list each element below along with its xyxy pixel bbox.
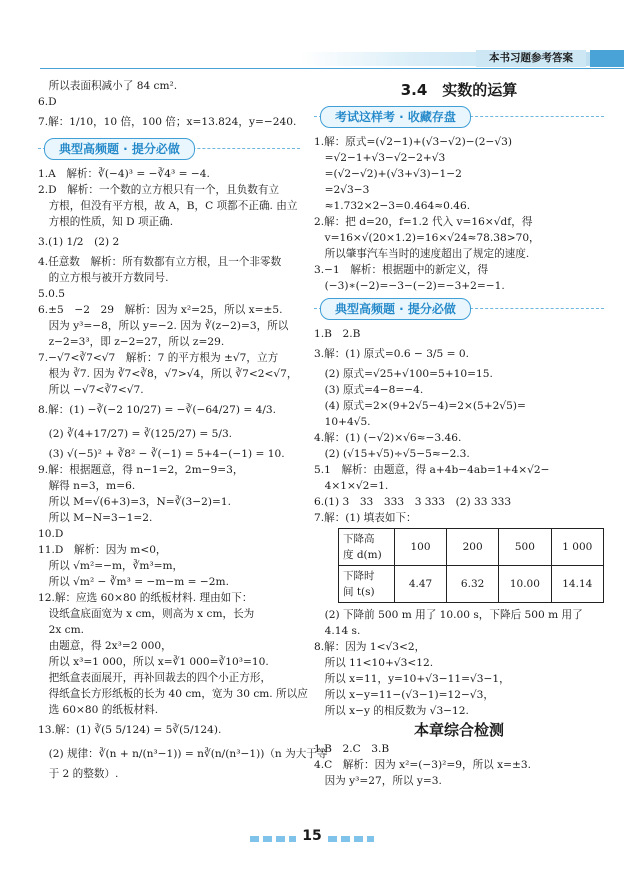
answer-line: 6.D	[38, 96, 57, 108]
answer-line: (−3)∗(−2)=−3−(−2)=−3+2=−1.	[314, 280, 505, 292]
answer-line: 7.−√7<∛7<√7 解析：7 的平方根为 ±√7，立方	[38, 352, 279, 364]
practice-section-banner	[314, 298, 604, 320]
answer-line: 根为 ∛7. 因为 ∛7<∛8，√7>√4，所以 ∛7<2<√7，	[38, 368, 298, 380]
answer-line: 所以 M=√(6+3)=3，N=∛(3−2)=1.	[38, 496, 231, 508]
answer-line: (2) 规律：∛(n + n/(n³−1)) = n∛(n/(n³−1))（n 为大于等	[38, 748, 328, 760]
table-cell: 200	[447, 529, 499, 566]
answer-line: (2) 原式=√25+√100=5+10=15.	[314, 368, 493, 380]
answer-line: 6.(1) 3 33 333 3 333 (2) 33 333	[314, 496, 512, 508]
exam-answers	[314, 134, 604, 294]
table-cell: 500	[499, 529, 551, 566]
answer-line: =2√3−3	[314, 184, 370, 196]
answer-line: 所以 x³=1 000，所以 x=∛1 000=∛10³=10.	[38, 656, 269, 668]
answer-line: 5.0.5	[38, 288, 65, 300]
table-header-line: 间 t(s)	[343, 586, 375, 598]
footer-decoration-right	[328, 836, 374, 842]
practice-section-label: 典型高频题 · 提分必做	[44, 138, 195, 160]
answer-line: 方根的性质，知 D 项正确.	[38, 216, 174, 228]
answer-line: 1.解：原式=(√2−1)+(√3−√2)−(2−√3)	[314, 136, 512, 148]
table-cell: 14.14	[551, 566, 603, 603]
speed-table	[338, 528, 604, 603]
answer-line: v=16×√(20×1.2)=16×√24≈78.38>70，	[314, 232, 540, 244]
answer-line: 得纸盒长方形纸板的长为 40 cm，宽为 30 cm. 所以应	[38, 688, 308, 700]
practice-section-banner	[38, 138, 300, 160]
practice-answers	[314, 326, 604, 526]
answer-line: 所以肇事汽车当时的速度超出了规定的速度.	[314, 248, 530, 260]
answer-line: 1.B 2.C 3.B	[314, 743, 390, 755]
answer-line: 2x cm.	[38, 624, 85, 636]
answer-line: (4) 原式=2×(9+2√5−4)=2×(5+2√5)=	[314, 400, 526, 412]
table-header-cell	[339, 529, 395, 566]
answer-line: ≈1.732×2−3=0.464≈0.46.	[314, 200, 471, 212]
table-cell: 1 000	[551, 529, 603, 566]
answer-line: 设纸盒底面宽为 x cm，则高为 x cm，长为	[38, 608, 255, 620]
exam-section-label: 考试这样考 · 收藏存盘	[320, 106, 471, 128]
answer-line: 5.1 解析：由题意，得 a+4b−4ab=1+4×√2−	[314, 464, 550, 476]
answer-line: 所以 x−y=11−(√3−1)=12−√3，	[314, 689, 494, 701]
answer-line: 于 2 的整数）.	[38, 768, 119, 780]
answer-line: (2) ∛(4+17/27) = ∛(125/27) = 5/3.	[38, 428, 233, 440]
answer-line: 由题意，得 2x³=2 000，	[38, 640, 172, 652]
practice-answers-continued	[314, 607, 604, 719]
answer-line: =(√2−√2)+(√3+√3)−1−2	[314, 168, 462, 180]
table-row	[339, 529, 604, 566]
answer-line: 所以 −√7<∛7<√7.	[38, 384, 144, 396]
practice-section-label: 典型高频题 · 提分必做	[320, 298, 471, 320]
answer-line: 把纸盒表面展开，再补回裁去的四个小正方形，	[38, 672, 272, 684]
answer-line: 所以 √m² − ∛m³ = −m−m = −2m.	[38, 576, 229, 588]
answer-line: 1.A 解析：∛(−4)³ = −∛4³ = −4.	[38, 168, 210, 180]
answer-line: 4×1×√2=1.	[314, 480, 389, 492]
table-header-line: 下降时	[343, 570, 375, 582]
answer-line: 4.解：(1) (−√2)×√6≈−3.46.	[314, 432, 462, 444]
answer-line: 3.−1 解析：根据题中的新定义，得	[314, 264, 489, 276]
answer-line: 13.解：(1) ∛(5 5/124) = 5∛(5/124).	[38, 724, 222, 736]
answer-line: 3.(1) 1/2 (2) 2	[38, 236, 120, 248]
footer-decoration-left	[250, 836, 296, 842]
answer-line: 所以 11<10+√3<12.	[314, 657, 434, 669]
answer-line: (2) (√15+√5)÷√5−5≈−2.3.	[314, 448, 470, 460]
right-column	[314, 78, 604, 789]
answer-line: 8.解：(1) −∛(−2 10/27) = −∛(−64/27) = 4/3.	[38, 404, 277, 416]
answer-line: 所以 M−N=3−1=2.	[38, 512, 153, 524]
left-column	[38, 78, 328, 782]
table-header-line: 度 d(m)	[343, 549, 382, 561]
table-cell: 4.47	[394, 566, 446, 603]
answer-line: 选 60×80 的纸板材料.	[38, 704, 159, 716]
answer-line: 8.解：因为 1<√3<2，	[314, 641, 426, 653]
table-cell: 10.00	[499, 566, 551, 603]
table-header-cell	[339, 566, 395, 603]
answer-line: 所以 x=11，y=10+√3−11=√3−1，	[314, 673, 510, 685]
answer-line: (2) 下降前 500 m 用了 10.00 s，下降后 500 m 用了	[314, 609, 583, 621]
chapter-review-answers	[314, 741, 604, 789]
answer-line: 4.C 解析：因为 x²=(−3)²=9，所以 x=±3.	[314, 759, 531, 771]
answer-line: 1.B 2.B	[314, 328, 361, 340]
chapter-review-title: 本章综合检测	[413, 721, 504, 739]
answer-line: 4.14 s.	[314, 625, 361, 637]
section-title: 3.4 实数的运算	[400, 81, 518, 99]
answer-line: 10+4√5.	[314, 416, 371, 428]
answer-line: 11.D 解析：因为 m<0，	[38, 544, 167, 556]
table-cell: 6.32	[447, 566, 499, 603]
answer-line: 7.解：1/10，10 倍，100 倍；x=13.824，y=−240.	[38, 116, 297, 128]
exam-section-banner	[314, 106, 604, 128]
answer-line: 12.解：应选 60×80 的纸板材料. 理由如下：	[38, 592, 253, 604]
answer-line: 所以 x−y 的相反数为 √3−12.	[314, 705, 469, 717]
answer-line: 6.±5 −2 29 解析：因为 x²=25，所以 x=±5.	[38, 304, 283, 316]
answer-line: 因为 y³=27，所以 y=3.	[314, 775, 442, 787]
answer-line: 10.D	[38, 528, 64, 540]
answer-line: (3) √(−5)² + ∛8² − ∛(−1) = 5+4−(−1) = 10.	[38, 448, 285, 460]
answer-line: 7.解：(1) 填表如下：	[314, 512, 417, 524]
answer-line: z−2=3³，即 z−2=27，所以 z=29.	[38, 336, 225, 348]
table-cell: 100	[394, 529, 446, 566]
answer-line: (3) 原式=4−8=−4.	[314, 384, 424, 396]
answer-line: 所以表面积减小了 84 cm².	[38, 80, 178, 92]
answer-line: 解得 n=3，m=6.	[38, 480, 136, 492]
table-header-line: 下降高	[343, 533, 375, 545]
answer-line: 方根，但没有平方根，故 A，B，C 项都不正确. 由立	[38, 200, 298, 212]
answer-line: 因为 y³=−8，所以 y=−2. 因为 ∛(z−2)=3，所以	[38, 320, 289, 332]
answer-line: 9.解：根据题意，得 n−1=2，2m−9=3，	[38, 464, 244, 476]
answer-line: 2.解：把 d=20，f=1.2 代入 v=16×√df，得	[314, 216, 533, 228]
answer-line: =√2−1+√3−√2−2+√3	[314, 152, 446, 164]
table-row	[339, 566, 604, 603]
answer-line: 2.D 解析：一个数的立方根只有一个，且负数有立	[38, 184, 280, 196]
answer-line: 3.解：(1) 原式=0.6 − 3/5 = 0.	[314, 348, 469, 360]
header-label: 本书习题参考答案	[476, 50, 586, 67]
header-rule	[40, 68, 624, 69]
header-tab-decoration	[590, 50, 624, 67]
answer-line: 的立方根与被开方数同号.	[38, 272, 169, 284]
page-number: 15	[302, 828, 322, 844]
answer-line: 4.任意数 解析：所有数都有立方根，且一个非零数	[38, 256, 282, 268]
answer-line: 所以 √m²=−m，∛m³=m，	[38, 560, 184, 572]
